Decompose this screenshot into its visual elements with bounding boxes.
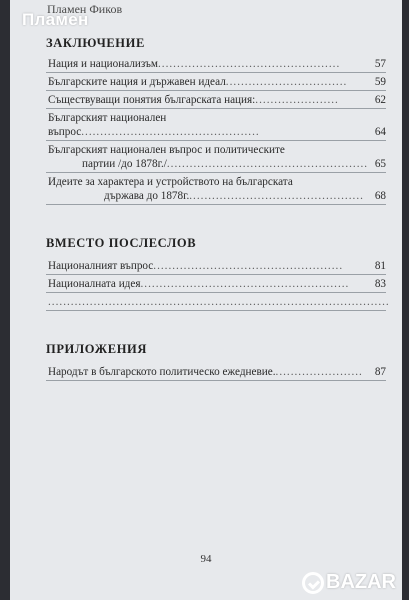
toc-entry: Идеите за характера и устройството на българската държава до 1878г............................................... 68 [46, 173, 386, 205]
toc-page-number: 83 [374, 278, 386, 290]
checkmark-logo-icon [302, 572, 324, 594]
toc-page-number: 62 [374, 94, 386, 106]
toc-entry-text: Съществуващи понятия българската нация: [48, 94, 256, 106]
watermark-label: BAZAR [326, 571, 396, 593]
book-page [10, 0, 402, 600]
toc-page-number: 87 [374, 366, 386, 378]
toc-entry: Националната идея....................................................... 83 [46, 275, 386, 293]
toc-entry-text: Идеите за характера и устройството на българската [48, 176, 293, 188]
toc-entry-text-line2: партии /до 1878г./ [82, 158, 167, 170]
toc-page-number: 81 [374, 260, 386, 272]
bazar-watermark [302, 571, 396, 594]
page-number: 94 [200, 553, 212, 565]
running-header: Пламен Фиков [47, 2, 123, 16]
toc-entry-text-line2: държава до 1878г. [104, 190, 190, 202]
toc-entry-text: Нация и национализъм [48, 58, 158, 70]
toc-entry-text: Българският национален въпрос и политическите [48, 144, 285, 156]
section-title: ПРИЛОЖЕНИЯ [46, 342, 147, 356]
toc-page-number: 65 [374, 158, 386, 170]
toc-entry: Народът в българското политическо ежедневие........................ 87 [46, 363, 386, 381]
toc-entry: Националният въпрос.................................................. 81 [46, 257, 386, 275]
section-appendices [46, 342, 386, 381]
toc-page-number: 68 [374, 190, 386, 202]
toc-entry: Българският национален въпрос и политическите партии /до 1878г./..................................................... 65 [46, 141, 386, 173]
toc-entry-text: Българските нация и държавен идеал [48, 76, 226, 88]
section-title: ЗАКЛЮЧЕНИЕ [46, 36, 145, 50]
toc-entry-text: Българският национален въпрос [48, 112, 167, 138]
toc-entry: Нация и национализъм................................................ 57 [46, 55, 386, 73]
toc-entry-text: Националната идея [48, 278, 141, 290]
toc-entry-empty: .......................................................................................... [46, 293, 386, 311]
toc-page-number: 64 [374, 126, 386, 138]
toc-page-number: 59 [374, 76, 386, 88]
section-instead-of-afterword [46, 236, 390, 311]
section-title: ВМЕСТО ПОСЛЕСЛОВ [46, 236, 197, 250]
toc-entry-text: Националният въпрос [48, 260, 154, 272]
section-conclusion [46, 36, 386, 205]
toc-entry: Българските нация и държавен идеал................................ 59 [46, 73, 386, 91]
toc-entry: Съществуващи понятия българската нация:...................... 62 [46, 91, 386, 109]
toc-entry: Българският национален въпрос............................................... 64 [46, 109, 386, 141]
toc-page-number: 57 [374, 58, 386, 70]
toc-entry-text: Народът в българското политическо ежедневие. [48, 366, 276, 378]
watermark-text: Пламен [22, 10, 89, 29]
